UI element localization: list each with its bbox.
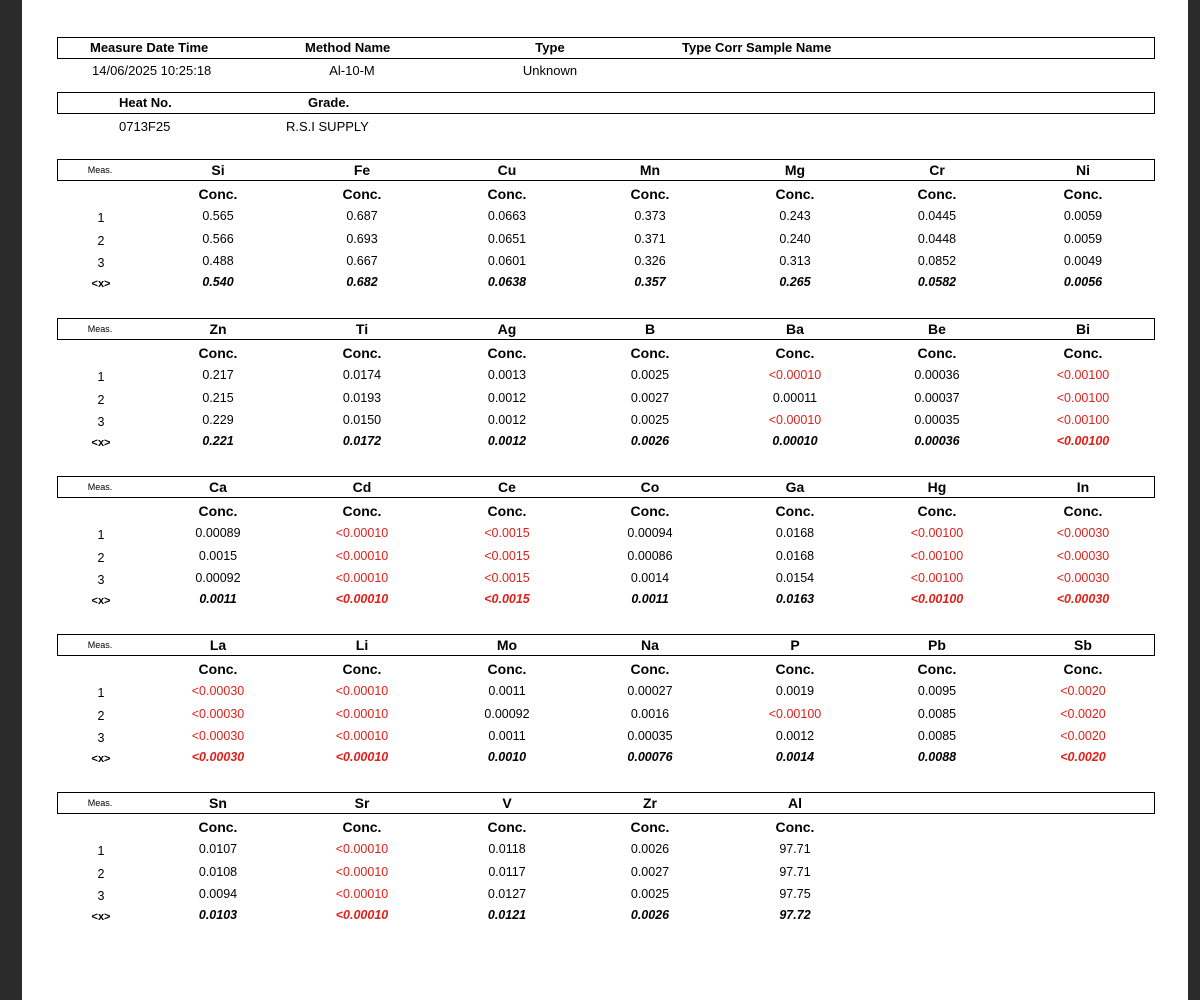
mean-value: 97.72 — [779, 908, 811, 922]
measurement-value: 0.0049 — [1063, 254, 1103, 268]
measurement-value: <0.00100 — [1056, 413, 1110, 427]
measurement-value: <0.00010 — [335, 729, 389, 743]
conc-label: Conc. — [198, 503, 238, 519]
type-label: Type — [535, 40, 565, 55]
measurement-value: 0.0601 — [487, 254, 527, 268]
conc-label: Conc. — [917, 186, 957, 202]
measurement-value: <0.00010 — [335, 526, 389, 540]
mean-row-label: <x> — [91, 595, 111, 607]
element-symbol-v: V — [502, 795, 512, 811]
measurement-value: 0.0651 — [487, 232, 527, 246]
measurement-value: <0.00010 — [335, 887, 389, 901]
element-symbol-sb: Sb — [1074, 637, 1092, 653]
mean-value: 0.0103 — [198, 908, 238, 922]
conc-label: Conc. — [630, 503, 670, 519]
measurement-value: 0.0011 — [488, 729, 526, 743]
conc-label: Conc. — [775, 186, 815, 202]
measurement-value: <0.0015 — [484, 571, 530, 585]
mean-value: 0.0121 — [487, 908, 527, 922]
measurement-value: 0.00094 — [627, 526, 673, 540]
measurement-index: 1 — [97, 370, 105, 384]
measurement-value: <0.0015 — [484, 549, 530, 563]
measurement-value: 0.0168 — [775, 526, 815, 540]
measurement-value: <0.0020 — [1060, 729, 1106, 743]
measurement-value: <0.00010 — [335, 571, 389, 585]
element-symbol-la: La — [209, 637, 227, 653]
mean-value: 0.0088 — [917, 750, 957, 764]
element-symbol-zn: Zn — [209, 321, 227, 337]
measurement-value: 0.0012 — [775, 729, 815, 743]
measurement-value: <0.00100 — [910, 526, 964, 540]
element-symbol-in: In — [1076, 479, 1090, 495]
mean-value: <0.0020 — [1060, 750, 1106, 764]
element-symbol-ga: Ga — [785, 479, 805, 495]
measurement-value: 0.0015 — [198, 549, 238, 563]
mean-value: 0.0056 — [1063, 275, 1103, 289]
measurement-index: 3 — [97, 731, 105, 745]
measurement-value: 0.240 — [779, 232, 811, 246]
conc-label: Conc. — [630, 661, 670, 677]
measurement-value: 0.217 — [202, 368, 234, 382]
measurement-value: 0.0013 — [487, 368, 527, 382]
mean-value: 0.265 — [779, 275, 811, 289]
measurement-value: <0.00010 — [335, 549, 389, 563]
conc-label: Conc. — [630, 345, 670, 361]
measurement-value: 0.00011 — [772, 391, 818, 405]
measurement-value: 0.215 — [202, 391, 234, 405]
conc-label: Conc. — [198, 661, 238, 677]
measurement-value: 0.00035 — [627, 729, 673, 743]
mean-value: 0.0163 — [775, 592, 815, 606]
sample-info-header-box — [57, 37, 1155, 59]
measurement-index: 1 — [97, 844, 105, 858]
measurement-value: 0.229 — [202, 413, 234, 427]
conc-label: Conc. — [1063, 186, 1103, 202]
measurement-index: 3 — [97, 573, 105, 587]
measurement-value: <0.00030 — [191, 729, 245, 743]
measurement-value: <0.0020 — [1060, 684, 1106, 698]
element-symbol-ca: Ca — [209, 479, 227, 495]
conc-label: Conc. — [487, 345, 527, 361]
measurement-value: 0.0012 — [487, 391, 527, 405]
method-name-value: Al-10-M — [329, 63, 375, 78]
measurement-value: 0.0027 — [630, 865, 670, 879]
mean-value: <0.00100 — [1056, 434, 1110, 448]
measurement-index: 1 — [97, 528, 105, 542]
conc-label: Conc. — [775, 503, 815, 519]
measurement-value: 0.0026 — [630, 842, 670, 856]
conc-label: Conc. — [342, 661, 382, 677]
measurement-value: 0.00092 — [484, 707, 530, 721]
measure-date-time-value: 14/06/2025 10:25:18 — [92, 63, 212, 78]
heat-no-label: Heat No. — [119, 95, 172, 110]
measurement-value: 0.00086 — [627, 549, 673, 563]
measurement-value: 0.0174 — [342, 368, 382, 382]
conc-label: Conc. — [198, 819, 238, 835]
element-symbol-ba: Ba — [786, 321, 804, 337]
measurement-value: <0.00010 — [335, 684, 389, 698]
grade-label: Grade. — [308, 95, 350, 110]
mean-value: 0.0011 — [199, 592, 237, 606]
mean-row-label: <x> — [91, 753, 111, 765]
mean-value: <0.00010 — [335, 592, 389, 606]
measurement-index: 3 — [97, 256, 105, 270]
measurement-value: 0.0095 — [917, 684, 957, 698]
element-symbol-mo: Mo — [496, 637, 518, 653]
conc-label: Conc. — [775, 819, 815, 835]
conc-label: Conc. — [1063, 345, 1103, 361]
meas-column-label: Meas. — [87, 482, 113, 492]
conc-label: Conc. — [630, 819, 670, 835]
measurement-index: 1 — [97, 211, 105, 225]
measurement-value: 0.667 — [346, 254, 378, 268]
conc-label: Conc. — [342, 345, 382, 361]
heat-grade-header-box — [57, 92, 1155, 114]
mean-value: 0.00076 — [627, 750, 673, 764]
measurement-value: 0.0085 — [917, 729, 957, 743]
element-symbol-ag: Ag — [497, 321, 517, 337]
measurement-value: 0.566 — [202, 232, 234, 246]
element-symbol-co: Co — [640, 479, 660, 495]
conc-label: Conc. — [198, 345, 238, 361]
element-symbol-fe: Fe — [353, 162, 371, 178]
measurement-value: <0.00010 — [768, 368, 822, 382]
meas-column-label: Meas. — [87, 324, 113, 334]
element-symbol-zr: Zr — [643, 795, 657, 811]
measurement-value: 0.0663 — [487, 209, 527, 223]
mean-value: <0.00010 — [335, 750, 389, 764]
meas-column-label: Meas. — [87, 165, 113, 175]
conc-label: Conc. — [487, 819, 527, 835]
element-symbol-mn: Mn — [639, 162, 661, 178]
conc-label: Conc. — [917, 345, 957, 361]
mean-value: 0.357 — [634, 275, 666, 289]
element-symbol-sn: Sn — [209, 795, 227, 811]
measure-date-time-label: Measure Date Time — [90, 40, 209, 55]
measurement-value: <0.00100 — [910, 571, 964, 585]
measurement-value: <0.00030 — [191, 707, 245, 721]
element-symbol-p: P — [790, 637, 800, 653]
measurement-value: <0.00030 — [1056, 549, 1110, 563]
measurement-value: 97.71 — [779, 865, 811, 879]
mean-value: 0.0172 — [342, 434, 382, 448]
measurement-value: 0.243 — [779, 209, 811, 223]
element-symbol-si: Si — [211, 162, 225, 178]
measurement-index: 2 — [97, 867, 105, 881]
report-page — [22, 0, 1188, 1000]
measurement-value: 0.0168 — [775, 549, 815, 563]
element-symbol-ce: Ce — [498, 479, 516, 495]
meas-column-label: Meas. — [87, 798, 113, 808]
element-symbol-li: Li — [355, 637, 369, 653]
measurement-value: 0.0014 — [630, 571, 670, 585]
mean-value: 0.0011 — [631, 592, 669, 606]
conc-label: Conc. — [630, 186, 670, 202]
element-symbol-be: Be — [928, 321, 946, 337]
measurement-value: 0.0150 — [342, 413, 382, 427]
measurement-value: 0.0108 — [198, 865, 238, 879]
heat-no-value: 0713F25 — [119, 119, 171, 134]
measurement-index: 2 — [97, 551, 105, 565]
mean-value: 0.00036 — [914, 434, 960, 448]
measurement-value: 0.371 — [634, 232, 666, 246]
measurement-value: 0.693 — [346, 232, 378, 246]
mean-value: 0.0026 — [630, 434, 670, 448]
element-symbol-sr: Sr — [354, 795, 370, 811]
measurement-value: 0.0154 — [775, 571, 815, 585]
measurement-value: 0.0117 — [488, 865, 526, 879]
element-symbol-na: Na — [641, 637, 659, 653]
conc-label: Conc. — [775, 345, 815, 361]
measurement-index: 2 — [97, 393, 105, 407]
measurement-value: 0.0059 — [1063, 232, 1103, 246]
mean-value: <0.00030 — [1056, 592, 1110, 606]
measurement-value: 0.0011 — [488, 684, 526, 698]
element-symbol-bi: Bi — [1076, 321, 1090, 337]
mean-value: <0.00100 — [910, 592, 964, 606]
measurement-value: <0.00030 — [191, 684, 245, 698]
mean-value: 0.221 — [202, 434, 234, 448]
element-symbol-ni: Ni — [1076, 162, 1090, 178]
conc-label: Conc. — [342, 503, 382, 519]
measurement-value: 0.0118 — [488, 842, 526, 856]
measurement-value: 0.0852 — [917, 254, 957, 268]
conc-label: Conc. — [917, 503, 957, 519]
mean-row-label: <x> — [91, 278, 111, 290]
measurement-value: 0.00027 — [627, 684, 673, 698]
measurement-value: <0.00100 — [1056, 368, 1110, 382]
conc-label: Conc. — [1063, 661, 1103, 677]
measurement-value: <0.00100 — [910, 549, 964, 563]
measurement-value: <0.00100 — [768, 707, 822, 721]
measurement-value: 97.75 — [779, 887, 811, 901]
measurement-value: 0.0059 — [1063, 209, 1103, 223]
mean-value: 0.0582 — [917, 275, 957, 289]
meas-column-label: Meas. — [87, 640, 113, 650]
method-name-label: Method Name — [305, 40, 391, 55]
measurement-index: 2 — [97, 234, 105, 248]
measurement-value: 0.0012 — [487, 413, 527, 427]
mean-value: 0.682 — [346, 275, 378, 289]
measurement-value: 0.0027 — [630, 391, 670, 405]
conc-label: Conc. — [917, 661, 957, 677]
conc-label: Conc. — [198, 186, 238, 202]
measurement-value: 0.00037 — [914, 391, 960, 405]
mean-value: <0.00010 — [335, 908, 389, 922]
measurement-index: 2 — [97, 709, 105, 723]
element-symbol-b: B — [644, 321, 656, 337]
measurement-value: <0.00030 — [1056, 526, 1110, 540]
measurement-value: 0.313 — [779, 254, 811, 268]
measurement-value: 0.565 — [202, 209, 234, 223]
measurement-value: 0.00092 — [195, 571, 241, 585]
element-symbol-pb: Pb — [928, 637, 946, 653]
mean-value: 0.0014 — [775, 750, 815, 764]
measurement-value: <0.0020 — [1060, 707, 1106, 721]
conc-label: Conc. — [487, 661, 527, 677]
measurement-value: 0.0025 — [630, 368, 670, 382]
measurement-value: 0.326 — [634, 254, 666, 268]
measurement-value: 0.488 — [202, 254, 234, 268]
element-symbol-ti: Ti — [355, 321, 369, 337]
measurement-index: 1 — [97, 686, 105, 700]
mean-value: 0.0026 — [630, 908, 670, 922]
mean-value: 0.00010 — [772, 434, 818, 448]
conc-label: Conc. — [1063, 503, 1103, 519]
conc-label: Conc. — [775, 661, 815, 677]
conc-label: Conc. — [487, 503, 527, 519]
mean-value: 0.0638 — [487, 275, 527, 289]
measurement-value: 0.00089 — [195, 526, 241, 540]
measurement-value: 0.0016 — [630, 707, 670, 721]
measurement-value: <0.00010 — [335, 707, 389, 721]
element-symbol-hg: Hg — [927, 479, 947, 495]
measurement-value: 0.00035 — [914, 413, 960, 427]
mean-value: <0.00030 — [191, 750, 245, 764]
mean-value: 0.540 — [202, 275, 234, 289]
element-symbol-cr: Cr — [929, 162, 945, 178]
grade-value: R.S.I SUPPLY — [286, 119, 369, 134]
measurement-value: 0.0448 — [917, 232, 957, 246]
measurement-value: 0.00036 — [914, 368, 960, 382]
measurement-value: 0.373 — [634, 209, 666, 223]
type-value: Unknown — [522, 63, 578, 78]
measurement-value: <0.00010 — [768, 413, 822, 427]
measurement-value: <0.00010 — [335, 865, 389, 879]
measurement-value: 0.0107 — [198, 842, 238, 856]
measurement-value: <0.00010 — [335, 842, 389, 856]
measurement-value: 0.0085 — [917, 707, 957, 721]
measurement-value: 0.0094 — [198, 887, 238, 901]
element-symbol-mg: Mg — [784, 162, 806, 178]
measurement-value: 0.0025 — [630, 413, 670, 427]
mean-value: 0.0010 — [487, 750, 527, 764]
type-corr-sample-name-label: Type Corr Sample Name — [682, 40, 832, 55]
measurement-value: 97.71 — [779, 842, 811, 856]
element-symbol-cu: Cu — [497, 162, 517, 178]
measurement-value: 0.0127 — [487, 887, 527, 901]
element-symbol-al: Al — [788, 795, 802, 811]
mean-value: 0.0012 — [487, 434, 527, 448]
mean-row-label: <x> — [91, 911, 111, 923]
measurement-value: <0.00100 — [1056, 391, 1110, 405]
conc-label: Conc. — [342, 186, 382, 202]
measurement-value: 0.0445 — [917, 209, 957, 223]
element-symbol-cd: Cd — [352, 479, 372, 495]
measurement-value: 0.0193 — [342, 391, 382, 405]
measurement-value: <0.00030 — [1056, 571, 1110, 585]
measurement-value: 0.0019 — [775, 684, 815, 698]
measurement-value: <0.0015 — [484, 526, 530, 540]
measurement-index: 3 — [97, 889, 105, 903]
conc-label: Conc. — [487, 186, 527, 202]
mean-value: <0.0015 — [484, 592, 530, 606]
measurement-index: 3 — [97, 415, 105, 429]
mean-row-label: <x> — [91, 437, 111, 449]
measurement-value: 0.687 — [346, 209, 378, 223]
measurement-value: 0.0025 — [630, 887, 670, 901]
conc-label: Conc. — [342, 819, 382, 835]
